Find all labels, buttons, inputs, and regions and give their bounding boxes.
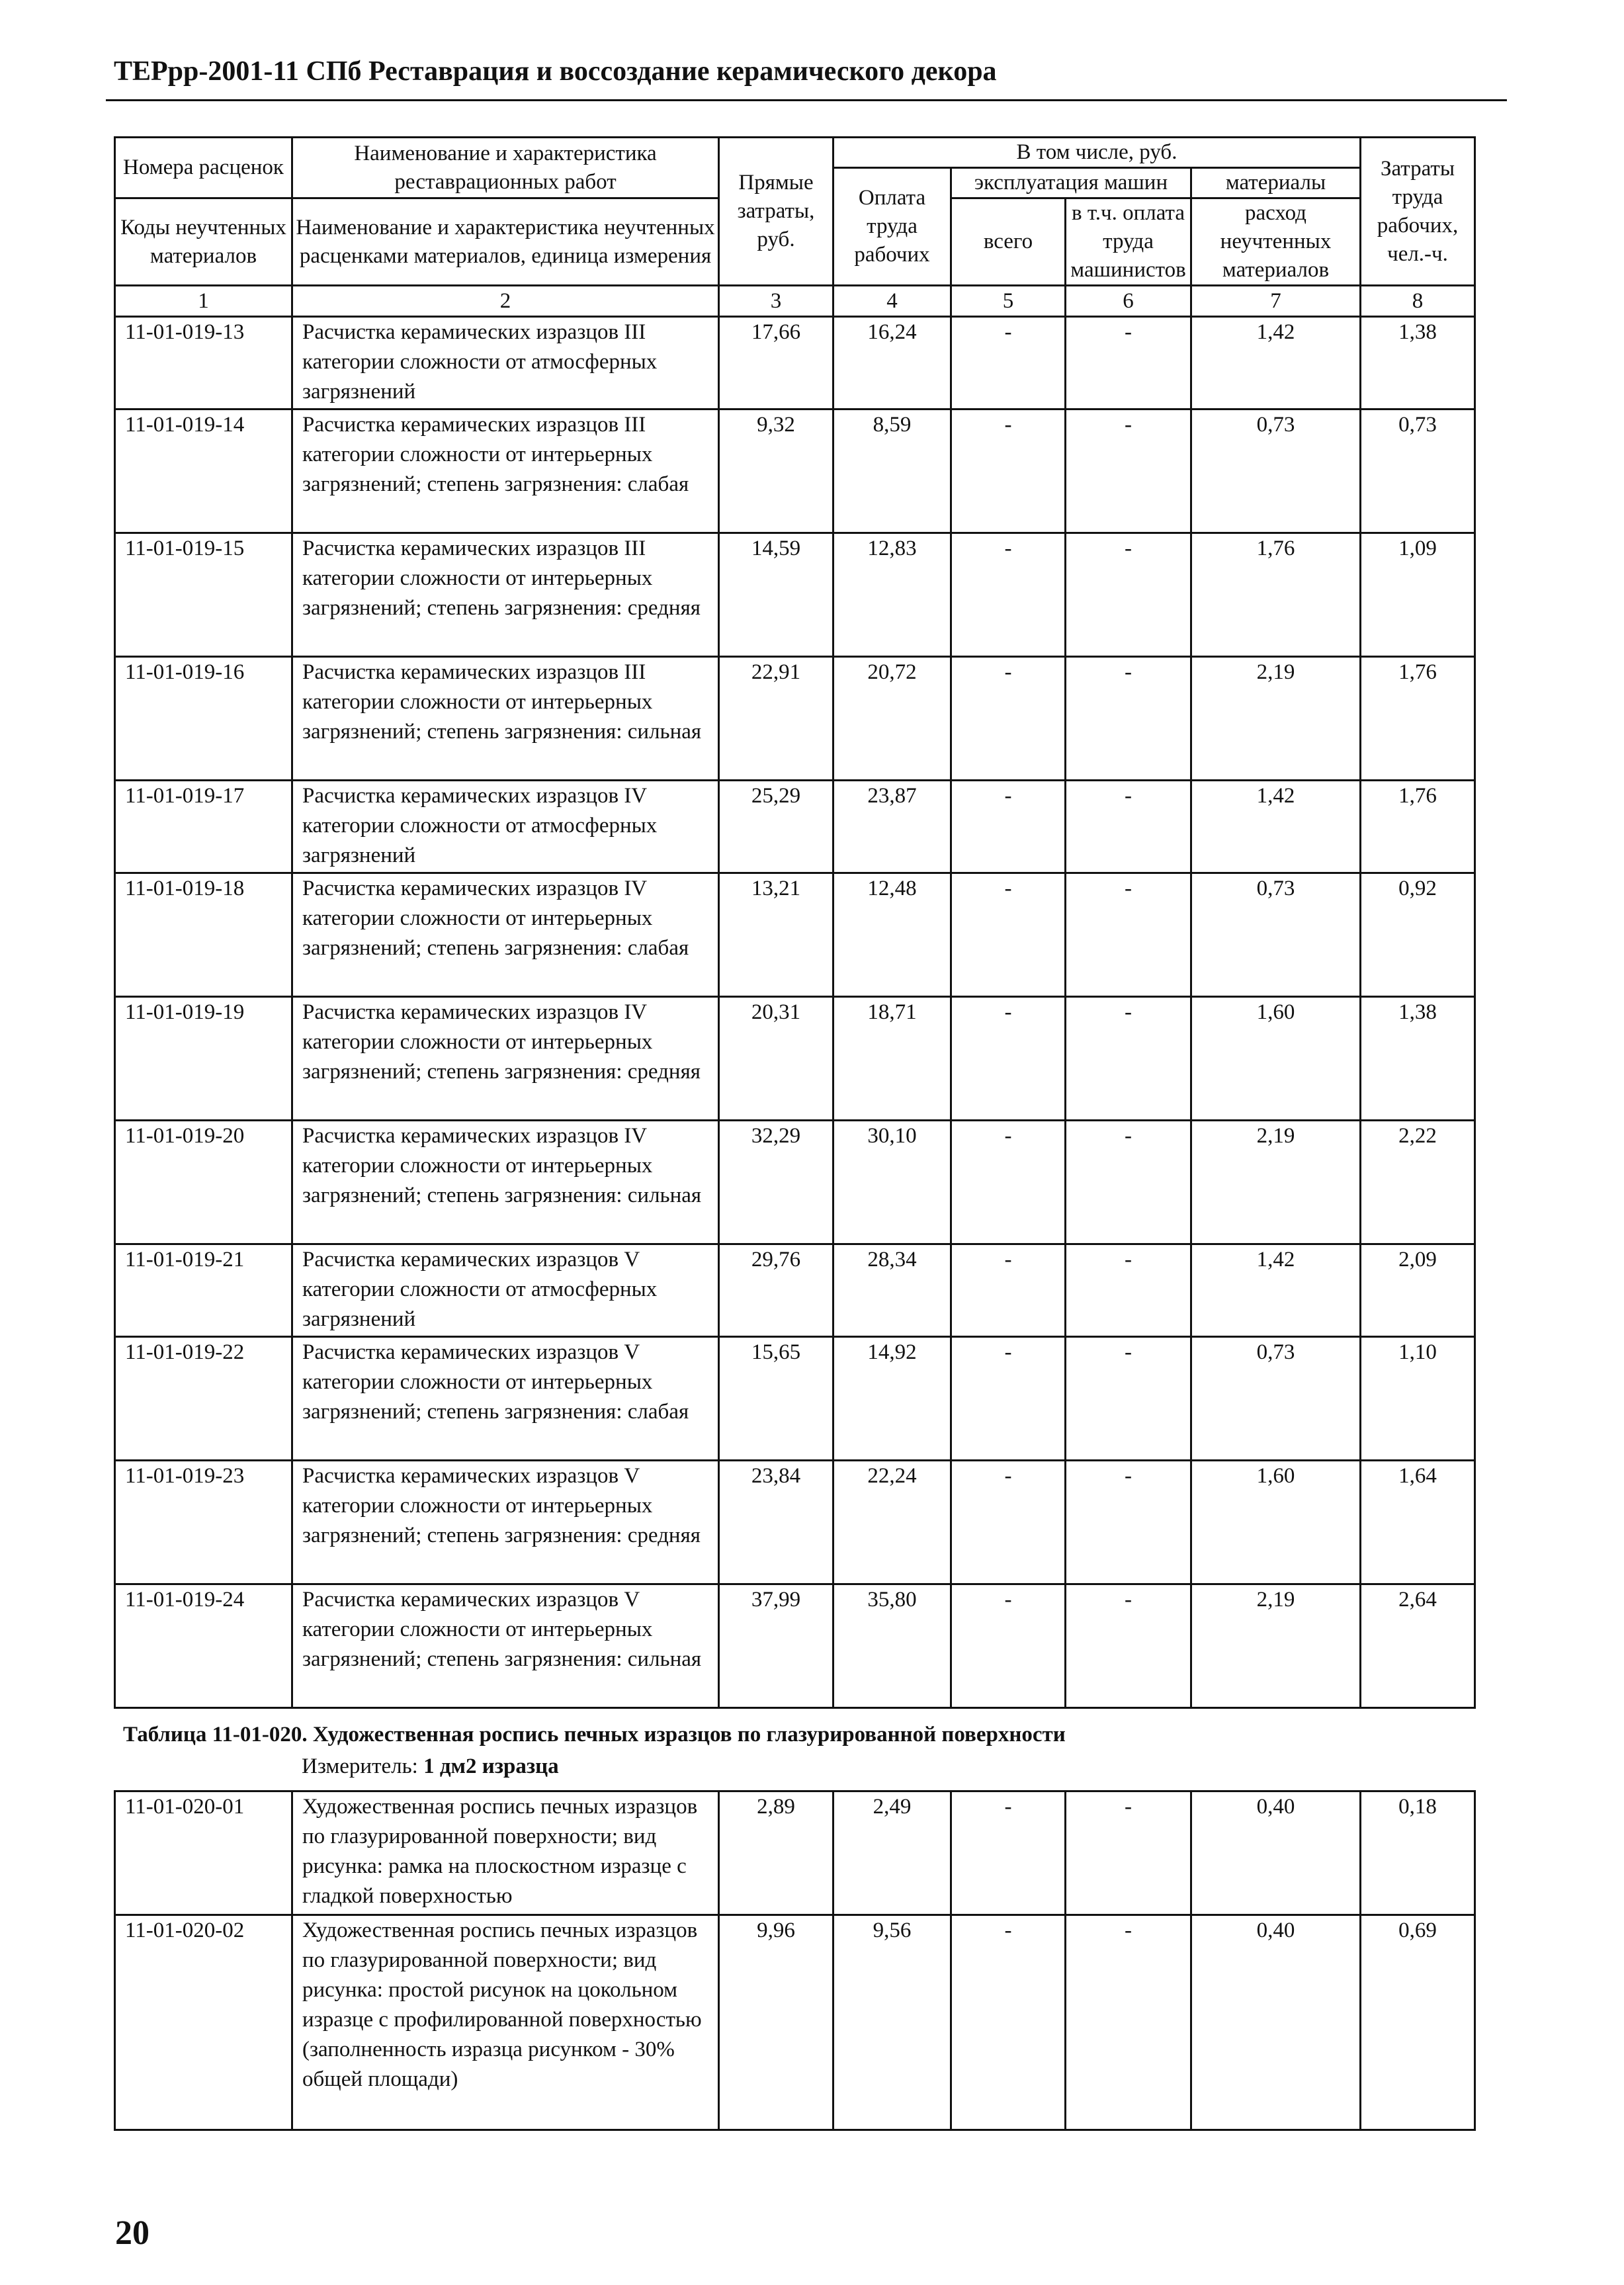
- table-row: [115, 657, 1475, 781]
- table-row: [115, 1244, 1475, 1337]
- rate-code: 11-01-020-02: [115, 1915, 292, 2130]
- machines-total: -: [951, 1915, 1066, 2130]
- table-row: [115, 873, 1475, 997]
- rate-code: 11-01-019-20: [115, 1121, 292, 1244]
- materials-cost: 2,19: [1191, 1121, 1361, 1244]
- materials-cost: 1,42: [1191, 781, 1361, 873]
- header-rule: [106, 99, 1507, 101]
- work-name: Расчистка керамических изразцов III категории сложности от интерьерных загрязнений; степень загрязнения: сильная: [292, 657, 719, 781]
- labor-hours: 1,76: [1361, 657, 1475, 781]
- materials-cost: 1,76: [1191, 533, 1361, 657]
- work-name: Расчистка керамических изразцов III категории сложности от интерьерных загрязнений; степень загрязнения: слабая: [292, 410, 719, 533]
- labor-pay: 20,72: [833, 657, 951, 781]
- column-number: 2: [292, 286, 719, 317]
- machines-total: -: [951, 1244, 1066, 1337]
- direct-costs: 29,76: [719, 1244, 833, 1337]
- labor-hours: 2,22: [1361, 1121, 1475, 1244]
- labor-pay: 14,92: [833, 1337, 951, 1461]
- rate-code: 11-01-019-17: [115, 781, 292, 873]
- header-including: В том числе, руб.: [833, 138, 1361, 168]
- header-machines-total: всего: [951, 198, 1066, 286]
- work-name: Расчистка керамических изразцов V категории сложности от интерьерных загрязнений; степень загрязнения: слабая: [292, 1337, 719, 1461]
- labor-hours: 0,69: [1361, 1915, 1475, 2130]
- direct-costs: 14,59: [719, 533, 833, 657]
- machines-total: -: [951, 781, 1066, 873]
- labor-hours: 0,18: [1361, 1791, 1475, 1915]
- machinists-pay: -: [1066, 1584, 1191, 1708]
- direct-costs: 9,32: [719, 410, 833, 533]
- column-number: 1: [115, 286, 292, 317]
- direct-costs: 25,29: [719, 781, 833, 873]
- labor-hours: 1,09: [1361, 533, 1475, 657]
- table-row: [115, 1791, 1475, 1915]
- table-row: [115, 533, 1475, 657]
- labor-pay: 12,83: [833, 533, 951, 657]
- header-material-names: Наименование и характеристика неучтенных расценками материалов, единица измерения: [292, 198, 719, 286]
- work-name: Расчистка керамических изразцов IV категории сложности от интерьерных загрязнений; степень загрязнения: средняя: [292, 997, 719, 1121]
- machinists-pay: -: [1066, 1461, 1191, 1584]
- table2-title: Таблица 11-01-020. Художественная роспись печных изразцов по глазурированной поверхности: [123, 1723, 1066, 1746]
- header-labor-pay: Оплата труда рабочих: [833, 168, 951, 286]
- labor-pay: 16,24: [833, 317, 951, 410]
- header-work-name: Наименование и характеристика реставрационных работ: [292, 138, 719, 198]
- rate-code: 11-01-019-24: [115, 1584, 292, 1708]
- labor-pay: 18,71: [833, 997, 951, 1121]
- materials-cost: 0,40: [1191, 1791, 1361, 1915]
- header-unaccounted-materials: расход неучтенных материалов: [1191, 198, 1361, 286]
- work-name: Расчистка керамических изразцов V категории сложности от атмосферных загрязнений: [292, 1244, 719, 1337]
- rate-code: 11-01-019-23: [115, 1461, 292, 1584]
- work-name: Расчистка керамических изразцов IV категории сложности от атмосферных загрязнений: [292, 781, 719, 873]
- materials-cost: 1,42: [1191, 317, 1361, 410]
- machinists-pay: -: [1066, 1915, 1191, 2130]
- rates-table-body: [115, 317, 1475, 1708]
- labor-hours: 2,09: [1361, 1244, 1475, 1337]
- machines-total: -: [951, 410, 1066, 533]
- table2-unit-label: Измеритель:: [302, 1754, 418, 1778]
- rate-code: 11-01-019-22: [115, 1337, 292, 1461]
- direct-costs: 23,84: [719, 1461, 833, 1584]
- machinists-pay: -: [1066, 781, 1191, 873]
- materials-cost: 1,60: [1191, 1461, 1361, 1584]
- column-number: 6: [1066, 286, 1191, 317]
- rate-code: 11-01-019-21: [115, 1244, 292, 1337]
- materials-cost: 0,73: [1191, 873, 1361, 997]
- table2-unit-value: 1 дм2 изразца: [423, 1754, 559, 1778]
- labor-pay: 23,87: [833, 781, 951, 873]
- machinists-pay: -: [1066, 317, 1191, 410]
- work-name: Расчистка керамических изразцов III категории сложности от атмосферных загрязнений: [292, 317, 719, 410]
- labor-hours: 0,73: [1361, 410, 1475, 533]
- rate-code: 11-01-019-16: [115, 657, 292, 781]
- direct-costs: 15,65: [719, 1337, 833, 1461]
- direct-costs: 20,31: [719, 997, 833, 1121]
- machines-total: -: [951, 1337, 1066, 1461]
- machines-total: -: [951, 1121, 1066, 1244]
- labor-pay: 35,80: [833, 1584, 951, 1708]
- rate-code: 11-01-019-19: [115, 997, 292, 1121]
- labor-pay: 30,10: [833, 1121, 951, 1244]
- machinists-pay: -: [1066, 657, 1191, 781]
- labor-pay: 28,34: [833, 1244, 951, 1337]
- direct-costs: 13,21: [719, 873, 833, 997]
- work-name: Расчистка керамических изразцов III категории сложности от интерьерных загрязнений; степень загрязнения: средняя: [292, 533, 719, 657]
- page-number: 20: [115, 2214, 150, 2252]
- rate-code: 11-01-020-01: [115, 1791, 292, 1915]
- materials-cost: 1,42: [1191, 1244, 1361, 1337]
- table-row: [115, 410, 1475, 533]
- table-row: [115, 317, 1475, 410]
- header-machine-operation: эксплуатация машин: [951, 168, 1191, 198]
- table-row: [115, 1584, 1475, 1708]
- materials-cost: 2,19: [1191, 657, 1361, 781]
- direct-costs: 32,29: [719, 1121, 833, 1244]
- column-number: 7: [1191, 286, 1361, 317]
- header-materials: материалы: [1191, 168, 1361, 198]
- labor-hours: 1,10: [1361, 1337, 1475, 1461]
- header-labor-hours: Затраты труда рабочих, чел.-ч.: [1361, 138, 1475, 286]
- labor-hours: 1,38: [1361, 997, 1475, 1121]
- materials-cost: 0,40: [1191, 1915, 1361, 2130]
- rates-table-020: [114, 1790, 1476, 2131]
- table-row: [115, 1337, 1475, 1461]
- rates-table-020-body: [115, 1791, 1475, 2130]
- page-header: ТЕРрр-2001-11 СПб Реставрация и воссоздание керамического декора: [114, 56, 997, 87]
- machinists-pay: -: [1066, 1337, 1191, 1461]
- machines-total: -: [951, 1791, 1066, 1915]
- table-row: [115, 1121, 1475, 1244]
- rate-code: 11-01-019-18: [115, 873, 292, 997]
- labor-pay: 12,48: [833, 873, 951, 997]
- header-material-codes: Коды неучтенных материалов: [115, 198, 292, 286]
- machinists-pay: -: [1066, 1791, 1191, 1915]
- machinists-pay: -: [1066, 410, 1191, 533]
- machinists-pay: -: [1066, 1244, 1191, 1337]
- table-row: [115, 1915, 1475, 2130]
- rate-code: 11-01-019-14: [115, 410, 292, 533]
- labor-hours: 1,76: [1361, 781, 1475, 873]
- machinists-pay: -: [1066, 873, 1191, 997]
- column-number: 3: [719, 286, 833, 317]
- labor-hours: 0,92: [1361, 873, 1475, 997]
- work-name: Расчистка керамических изразцов V категории сложности от интерьерных загрязнений; степень загрязнения: средняя: [292, 1461, 719, 1584]
- column-number: 4: [833, 286, 951, 317]
- work-name: Расчистка керамических изразцов IV категории сложности от интерьерных загрязнений; степень загрязнения: слабая: [292, 873, 719, 997]
- column-number: 5: [951, 286, 1066, 317]
- machines-total: -: [951, 533, 1066, 657]
- direct-costs: 2,89: [719, 1791, 833, 1915]
- direct-costs: 22,91: [719, 657, 833, 781]
- rate-code: 11-01-019-15: [115, 533, 292, 657]
- machinists-pay: -: [1066, 533, 1191, 657]
- work-name: Расчистка керамических изразцов IV категории сложности от интерьерных загрязнений; степень загрязнения: сильная: [292, 1121, 719, 1244]
- machines-total: -: [951, 1461, 1066, 1584]
- labor-hours: 1,64: [1361, 1461, 1475, 1584]
- header-rate-numbers: Номера расценок: [115, 138, 292, 198]
- table-row: [115, 1461, 1475, 1584]
- table-row: [115, 781, 1475, 873]
- materials-cost: 1,60: [1191, 997, 1361, 1121]
- rates-table: [114, 136, 1476, 1709]
- machines-total: -: [951, 873, 1066, 997]
- machines-total: -: [951, 997, 1066, 1121]
- rate-code: 11-01-019-13: [115, 317, 292, 410]
- machinists-pay: -: [1066, 1121, 1191, 1244]
- machinists-pay: -: [1066, 997, 1191, 1121]
- labor-hours: 2,64: [1361, 1584, 1475, 1708]
- labor-hours: 1,38: [1361, 317, 1475, 410]
- header-direct-costs: Прямые затраты, руб.: [719, 138, 833, 286]
- materials-cost: 0,73: [1191, 1337, 1361, 1461]
- materials-cost: 2,19: [1191, 1584, 1361, 1708]
- machines-total: -: [951, 317, 1066, 410]
- header-machinists-pay: в т.ч. оплата труда машинистов: [1066, 198, 1191, 286]
- work-name: Художественная роспись печных изразцов по глазурированной поверхности; вид рисунка: простой рисунок на цокольном изразце с профилированной поверхностью (заполненность изразца рисунком - 30% общей площади): [292, 1915, 719, 2130]
- materials-cost: 0,73: [1191, 410, 1361, 533]
- column-numbers-row: [115, 286, 1475, 317]
- labor-pay: 8,59: [833, 410, 951, 533]
- column-number: 8: [1361, 286, 1475, 317]
- table-row: [115, 997, 1475, 1121]
- labor-pay: 9,56: [833, 1915, 951, 2130]
- machines-total: -: [951, 1584, 1066, 1708]
- labor-pay: 2,49: [833, 1791, 951, 1915]
- direct-costs: 9,96: [719, 1915, 833, 2130]
- work-name: Художественная роспись печных изразцов по глазурированной поверхности; вид рисунка: рамка на плоскостном изразце с гладкой поверхностью: [292, 1791, 719, 1915]
- work-name: Расчистка керамических изразцов V категории сложности от интерьерных загрязнений; степень загрязнения: сильная: [292, 1584, 719, 1708]
- machines-total: -: [951, 657, 1066, 781]
- table2-unit: [302, 1754, 559, 1779]
- direct-costs: 37,99: [719, 1584, 833, 1708]
- labor-pay: 22,24: [833, 1461, 951, 1584]
- direct-costs: 17,66: [719, 317, 833, 410]
